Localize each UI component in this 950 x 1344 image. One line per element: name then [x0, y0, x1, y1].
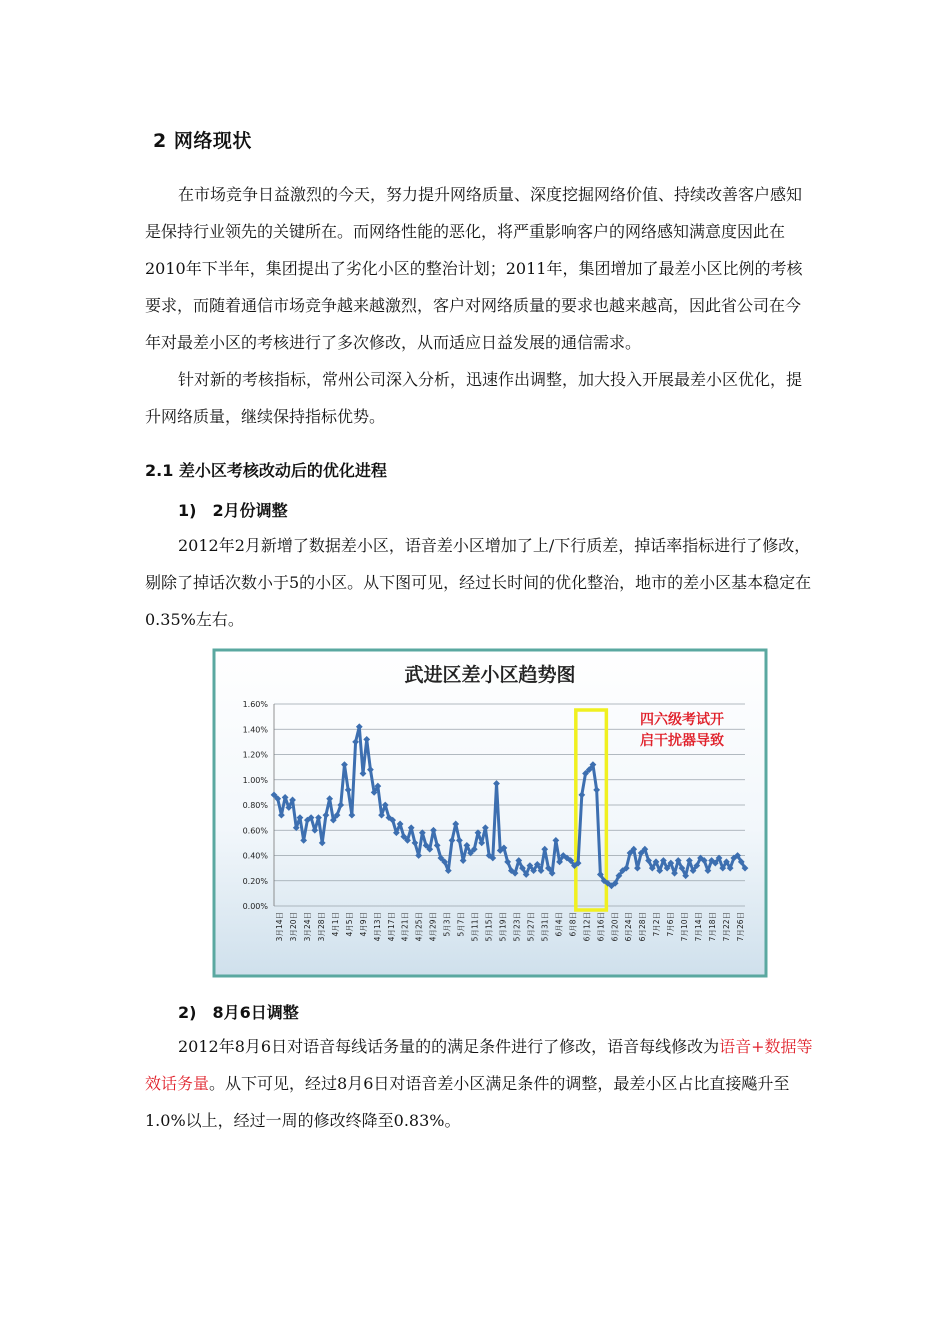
y-tick-label: 0.20%: [242, 876, 268, 886]
x-tick-label: 6月12日: [582, 912, 592, 942]
x-tick-label: 7月10日: [680, 912, 690, 942]
x-tick-label: 6月8日: [568, 912, 578, 937]
x-tick-label: 6月24日: [624, 912, 634, 942]
x-tick-label: 6月28日: [638, 912, 648, 942]
x-tick-label: 3月28日: [316, 912, 326, 942]
x-tick-label: 3月24日: [302, 912, 312, 942]
item2-text-b: 。从下可见，经过8月6日对语音差小区满足条件的调整，最差小区占比直接飚升至1.0%以上，经过一周的修改终降至0.83%。: [145, 1074, 790, 1130]
x-tick-label: 4月17日: [386, 912, 396, 942]
item2-text-a: 2012年8月6日对语音每线话务量的的满足条件进行了修改，语音每线修改为: [178, 1037, 720, 1056]
x-tick-label: 7月22日: [722, 912, 732, 942]
x-tick-label: 5月23日: [512, 912, 522, 942]
x-tick-label: 5月7日: [456, 912, 466, 937]
x-tick-label: 6月4日: [554, 912, 564, 937]
x-tick-label: 5月27日: [526, 912, 536, 942]
x-tick-label: 5月31日: [540, 912, 550, 942]
item2-text-block: [145, 1028, 815, 1139]
intro-paragraph-1: 在市场竞争日益激烈的今天，努力提升网络质量、深度挖掘网络价值、持续改善客户感知是保持行业领先的关键所在。而网络性能的恶化，将严重影响客户的网络感知满意度因此在2010年下半年，集团提出了劣化小区的整治计划；2011年，集团增加了最差小区比例的考核要求，而随着通信市场竞争越来越激烈，客户对网络质量的要求也越来越高，因此省公司在今年对最差小区的考核进行了多次修改，从而适应日益发展的通信需求。: [145, 185, 803, 352]
x-tick-label: 4月21日: [400, 912, 410, 942]
x-tick-label: 5月3日: [442, 912, 452, 937]
y-tick-label: 0.80%: [242, 801, 268, 810]
x-tick-label: 4月13日: [372, 912, 382, 942]
annotation-line-2: 启干扰器导致: [640, 733, 724, 749]
y-tick-label: 0.60%: [242, 826, 268, 836]
item2-paragraph: [145, 1028, 815, 1139]
x-tick-label: 4月29日: [428, 912, 438, 942]
x-tick-label: 7月2日: [652, 912, 662, 937]
y-tick-label: 1.20%: [242, 750, 268, 760]
x-tick-label: 4月1日: [330, 912, 340, 937]
x-tick-label: 4月25日: [414, 912, 424, 942]
x-tick-label: 6月16日: [596, 912, 606, 942]
item1-heading: 1) 2月份调整: [178, 501, 288, 520]
x-tick-label: 7月14日: [694, 912, 704, 942]
intro-paragraphs: [145, 176, 815, 435]
x-tick-label: 5月15日: [484, 912, 494, 942]
x-tick-label: 5月11日: [470, 912, 480, 942]
y-axis-ticks: [243, 700, 269, 911]
x-tick-label: 3月14日: [275, 912, 284, 942]
y-tick-label: 1.00%: [242, 775, 268, 785]
y-tick-label: 1.60%: [242, 700, 268, 709]
x-tick-label: 5月19日: [498, 912, 508, 942]
y-tick-label: 0.00%: [242, 902, 268, 911]
item1-text-block: [145, 527, 815, 638]
x-tick-label: 6月20日: [610, 912, 620, 942]
x-tick-label: 4月5日: [344, 912, 354, 937]
section-heading: 2 网络现状: [153, 130, 252, 152]
x-tick-label: 4月9日: [358, 912, 368, 937]
intro-paragraph-2: 针对新的考核指标，常州公司深入分析，迅速作出调整，加大投入开展最差小区优化，提升网络质量，继续保持指标优势。: [145, 370, 803, 426]
x-tick-label: 7月18日: [708, 912, 718, 942]
subsection-heading: 2.1 差小区考核改动后的优化进程: [145, 461, 387, 480]
x-tick-label: 7月26日: [736, 912, 745, 942]
item1-paragraph: 2012年2月新增了数据差小区，语音差小区增加了上/下行质差，掉话率指标进行了修改，剔除了掉话次数小于5的小区。从下图可见，经过长时间的优化整治，地市的差小区基本稳定在0.35%左右。: [145, 536, 812, 629]
item2-heading: 2) 8月6日调整: [178, 1003, 299, 1022]
x-tick-label: 7月6日: [666, 912, 676, 937]
x-tick-label: 3月20日: [288, 912, 298, 942]
trend-chart-svg: [212, 648, 768, 978]
chart-title: 武进区差小区趋势图: [404, 664, 576, 686]
item2-text-red: 语音+数据等效话务量: [145, 1037, 813, 1093]
annotation-line-1: 四六级考试开: [640, 712, 724, 728]
trend-chart: [212, 648, 768, 978]
y-tick-label: 1.40%: [242, 725, 268, 735]
y-tick-label: 0.40%: [242, 851, 268, 861]
